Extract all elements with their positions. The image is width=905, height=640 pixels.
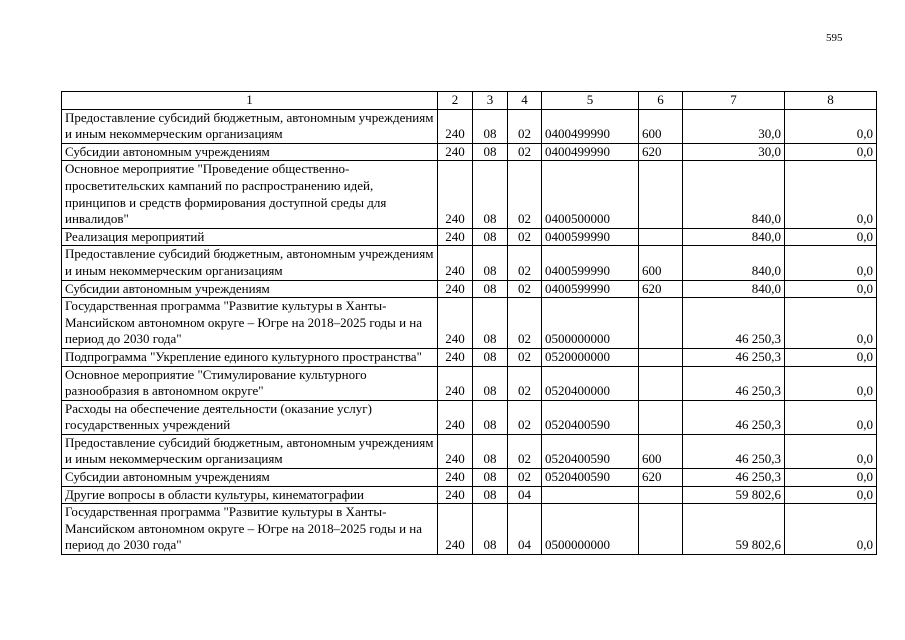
amount-2-cell: 0,0 [785,298,877,349]
table-row [62,280,877,298]
target-article-cell: 0520400590 [542,434,639,468]
item-name-cell: Реализация мероприятий [62,228,438,246]
item-name-cell: Субсидии автономным учреждениям [62,143,438,161]
ministry-code-cell: 240 [438,143,473,161]
amount-2-cell: 0,0 [785,366,877,400]
ministry-code-cell: 240 [438,486,473,504]
item-name-cell: Подпрограмма "Укрепление единого культурного пространства" [62,348,438,366]
expense-type-cell [639,298,683,349]
header-cell: 3 [473,92,508,110]
table-row [62,143,877,161]
item-name-cell: Государственная программа "Развитие культуры в Ханты-Мансийском автономном округе – Югре на 2018–2025 годы и на период до 2030 года" [62,298,438,349]
subsection-code-cell: 02 [508,400,542,434]
subsection-code-cell: 02 [508,109,542,143]
target-article-cell: 0520400590 [542,469,639,487]
subsection-code-cell: 02 [508,348,542,366]
target-article-cell: 0400599990 [542,228,639,246]
subsection-code-cell: 02 [508,366,542,400]
expense-type-cell: 600 [639,434,683,468]
amount-2-cell: 0,0 [785,486,877,504]
subsection-code-cell: 04 [508,504,542,555]
amount-2-cell: 0,0 [785,228,877,246]
ministry-code-cell: 240 [438,366,473,400]
section-code-cell: 08 [473,161,508,228]
header-cell: 6 [639,92,683,110]
expense-type-cell [639,486,683,504]
amount-cell: 59 802,6 [683,486,785,504]
page-number: 595 [826,32,843,44]
target-article-cell [542,486,639,504]
amount-2-cell: 0,0 [785,143,877,161]
target-article-cell: 0400499990 [542,109,639,143]
ministry-code-cell: 240 [438,434,473,468]
amount-2-cell: 0,0 [785,504,877,555]
expense-type-cell [639,366,683,400]
header-cell: 4 [508,92,542,110]
table-row [62,434,877,468]
section-code-cell: 08 [473,298,508,349]
section-code-cell: 08 [473,486,508,504]
table-body [62,109,877,554]
target-article-cell: 0520000000 [542,348,639,366]
section-code-cell: 08 [473,109,508,143]
subsection-code-cell: 04 [508,486,542,504]
amount-cell: 46 250,3 [683,400,785,434]
ministry-code-cell: 240 [438,504,473,555]
table-row [62,469,877,487]
item-name-cell: Предоставление субсидий бюджетным, автономным учреждениям и иным некоммерческим организациям [62,434,438,468]
section-code-cell: 08 [473,348,508,366]
table-row [62,366,877,400]
header-cell: 2 [438,92,473,110]
item-name-cell: Предоставление субсидий бюджетным, автономным учреждениям и иным некоммерческим организациям [62,246,438,280]
expense-type-cell: 620 [639,143,683,161]
table-row [62,486,877,504]
amount-cell: 46 250,3 [683,298,785,349]
subsection-code-cell: 02 [508,161,542,228]
target-article-cell: 0500000000 [542,504,639,555]
subsection-code-cell: 02 [508,228,542,246]
ministry-code-cell: 240 [438,109,473,143]
ministry-code-cell: 240 [438,400,473,434]
amount-2-cell: 0,0 [785,400,877,434]
table-row [62,298,877,349]
amount-cell: 840,0 [683,228,785,246]
header-cell: 1 [62,92,438,110]
amount-cell: 46 250,3 [683,366,785,400]
target-article-cell: 0400599990 [542,280,639,298]
target-article-cell: 0520400590 [542,400,639,434]
expense-type-cell [639,228,683,246]
section-code-cell: 08 [473,280,508,298]
item-name-cell: Расходы на обеспечение деятельности (оказание услуг) государственных учреждений [62,400,438,434]
ministry-code-cell: 240 [438,280,473,298]
amount-2-cell: 0,0 [785,469,877,487]
ministry-code-cell: 240 [438,161,473,228]
expense-type-cell [639,161,683,228]
section-code-cell: 08 [473,143,508,161]
budget-table [61,91,877,555]
subsection-code-cell: 02 [508,469,542,487]
subsection-code-cell: 02 [508,434,542,468]
target-article-cell: 0400499990 [542,143,639,161]
target-article-cell: 0500000000 [542,298,639,349]
target-article-cell: 0400599990 [542,246,639,280]
amount-2-cell: 0,0 [785,161,877,228]
table-row [62,228,877,246]
amount-2-cell: 0,0 [785,246,877,280]
subsection-code-cell: 02 [508,280,542,298]
amount-cell: 59 802,6 [683,504,785,555]
amount-cell: 46 250,3 [683,348,785,366]
item-name-cell: Государственная программа "Развитие культуры в Ханты-Мансийском автономном округе – Югре на 2018–2025 годы и на период до 2030 года" [62,504,438,555]
ministry-code-cell: 240 [438,228,473,246]
section-code-cell: 08 [473,469,508,487]
expense-type-cell: 620 [639,280,683,298]
amount-cell: 46 250,3 [683,469,785,487]
subsection-code-cell: 02 [508,143,542,161]
item-name-cell: Другие вопросы в области культуры, кинематографии [62,486,438,504]
amount-2-cell: 0,0 [785,348,877,366]
item-name-cell: Предоставление субсидий бюджетным, автономным учреждениям и иным некоммерческим организациям [62,109,438,143]
item-name-cell: Субсидии автономным учреждениям [62,280,438,298]
amount-cell: 840,0 [683,161,785,228]
ministry-code-cell: 240 [438,348,473,366]
expense-type-cell [639,348,683,366]
amount-cell: 840,0 [683,246,785,280]
subsection-code-cell: 02 [508,246,542,280]
subsection-code-cell: 02 [508,298,542,349]
section-code-cell: 08 [473,400,508,434]
table-row [62,504,877,555]
header-cell: 8 [785,92,877,110]
expense-type-cell: 600 [639,109,683,143]
section-code-cell: 08 [473,246,508,280]
header-cell: 5 [542,92,639,110]
amount-2-cell: 0,0 [785,280,877,298]
table-row [62,348,877,366]
ministry-code-cell: 240 [438,246,473,280]
expense-type-cell [639,504,683,555]
table-row [62,161,877,228]
expense-type-cell: 620 [639,469,683,487]
header-row [62,92,877,110]
amount-2-cell: 0,0 [785,109,877,143]
amount-cell: 46 250,3 [683,434,785,468]
item-name-cell: Основное мероприятие "Проведение общественно-просветительских кампаний по распространению идей, принципов и средств формирования доступной среды для инвалидов" [62,161,438,228]
item-name-cell: Основное мероприятие "Стимулирование культурного разнообразия в автономном округе" [62,366,438,400]
table-row [62,400,877,434]
amount-cell: 30,0 [683,143,785,161]
section-code-cell: 08 [473,434,508,468]
target-article-cell: 0400500000 [542,161,639,228]
ministry-code-cell: 240 [438,298,473,349]
expense-type-cell [639,400,683,434]
ministry-code-cell: 240 [438,469,473,487]
amount-2-cell: 0,0 [785,434,877,468]
section-code-cell: 08 [473,366,508,400]
target-article-cell: 0520400000 [542,366,639,400]
table-row [62,109,877,143]
expense-type-cell: 600 [639,246,683,280]
amount-cell: 30,0 [683,109,785,143]
table-row [62,246,877,280]
amount-cell: 840,0 [683,280,785,298]
section-code-cell: 08 [473,228,508,246]
item-name-cell: Субсидии автономным учреждениям [62,469,438,487]
header-cell: 7 [683,92,785,110]
section-code-cell: 08 [473,504,508,555]
